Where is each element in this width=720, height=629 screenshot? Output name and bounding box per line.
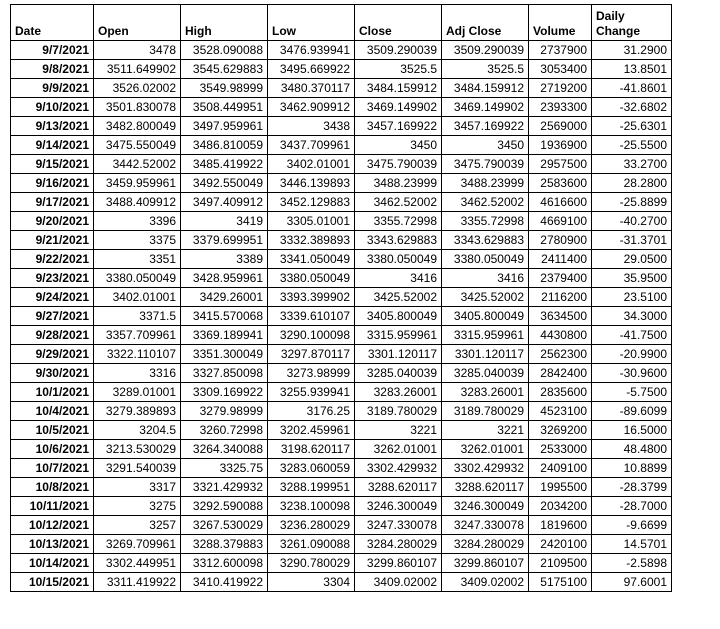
table-row bbox=[11, 364, 672, 383]
cell-date: 10/4/2021 bbox=[11, 402, 94, 421]
cell-adj-close: 3462.52002 bbox=[442, 193, 529, 212]
cell-adj-close: 3246.300049 bbox=[442, 497, 529, 516]
cell-high: 3429.26001 bbox=[181, 288, 268, 307]
cell-high: 3325.75 bbox=[181, 459, 268, 478]
cell-daily-change: 13.8501 bbox=[592, 60, 672, 79]
cell-open: 3511.649902 bbox=[94, 60, 181, 79]
cell-low: 3437.709961 bbox=[268, 136, 355, 155]
cell-date: 9/27/2021 bbox=[11, 307, 94, 326]
cell-date: 10/7/2021 bbox=[11, 459, 94, 478]
cell-date: 9/20/2021 bbox=[11, 212, 94, 231]
cell-adj-close: 3247.330078 bbox=[442, 516, 529, 535]
cell-date: 9/14/2021 bbox=[11, 136, 94, 155]
header-daily-change: Daily Change bbox=[592, 5, 672, 41]
cell-high: 3485.419922 bbox=[181, 155, 268, 174]
cell-date: 9/10/2021 bbox=[11, 98, 94, 117]
cell-low: 3332.389893 bbox=[268, 231, 355, 250]
cell-adj-close: 3283.26001 bbox=[442, 383, 529, 402]
cell-low: 3339.610107 bbox=[268, 307, 355, 326]
cell-volume: 1936900 bbox=[529, 136, 592, 155]
cell-close: 3246.300049 bbox=[355, 497, 442, 516]
header-adj-close: Adj Close bbox=[442, 5, 529, 41]
cell-volume: 2835600 bbox=[529, 383, 592, 402]
cell-daily-change: -31.3701 bbox=[592, 231, 672, 250]
cell-low: 3476.939941 bbox=[268, 41, 355, 60]
cell-close: 3262.01001 bbox=[355, 440, 442, 459]
cell-open: 3316 bbox=[94, 364, 181, 383]
cell-daily-change: -25.8899 bbox=[592, 193, 672, 212]
cell-volume: 2409100 bbox=[529, 459, 592, 478]
cell-adj-close: 3315.959961 bbox=[442, 326, 529, 345]
cell-open: 3279.389893 bbox=[94, 402, 181, 421]
cell-close: 3475.790039 bbox=[355, 155, 442, 174]
cell-daily-change: -89.6099 bbox=[592, 402, 672, 421]
cell-low: 3238.100098 bbox=[268, 497, 355, 516]
cell-close: 3525.5 bbox=[355, 60, 442, 79]
cell-high: 3351.300049 bbox=[181, 345, 268, 364]
cell-date: 9/15/2021 bbox=[11, 155, 94, 174]
cell-daily-change: 34.3000 bbox=[592, 307, 672, 326]
cell-open: 3526.02002 bbox=[94, 79, 181, 98]
table-row bbox=[11, 117, 672, 136]
table-row bbox=[11, 155, 672, 174]
cell-volume: 3634500 bbox=[529, 307, 592, 326]
cell-close: 3247.330078 bbox=[355, 516, 442, 535]
cell-date: 10/15/2021 bbox=[11, 573, 94, 592]
cell-close: 3189.780029 bbox=[355, 402, 442, 421]
cell-low: 3305.01001 bbox=[268, 212, 355, 231]
cell-daily-change: -32.6802 bbox=[592, 98, 672, 117]
cell-daily-change: -28.7000 bbox=[592, 497, 672, 516]
cell-volume: 2109500 bbox=[529, 554, 592, 573]
cell-date: 9/22/2021 bbox=[11, 250, 94, 269]
cell-open: 3475.550049 bbox=[94, 136, 181, 155]
cell-date: 9/24/2021 bbox=[11, 288, 94, 307]
cell-close: 3462.52002 bbox=[355, 193, 442, 212]
cell-volume: 4669100 bbox=[529, 212, 592, 231]
cell-daily-change: -30.9600 bbox=[592, 364, 672, 383]
cell-open: 3302.449951 bbox=[94, 554, 181, 573]
cell-volume: 3053400 bbox=[529, 60, 592, 79]
cell-close: 3283.26001 bbox=[355, 383, 442, 402]
cell-high: 3260.72998 bbox=[181, 421, 268, 440]
cell-high: 3288.379883 bbox=[181, 535, 268, 554]
header-volume: Volume bbox=[529, 5, 592, 41]
cell-low: 3380.050049 bbox=[268, 269, 355, 288]
table-row bbox=[11, 79, 672, 98]
table-row bbox=[11, 402, 672, 421]
cell-open: 3204.5 bbox=[94, 421, 181, 440]
table-row bbox=[11, 212, 672, 231]
cell-daily-change: 14.5701 bbox=[592, 535, 672, 554]
header-open: Open bbox=[94, 5, 181, 41]
table-row bbox=[11, 459, 672, 478]
cell-date: 10/5/2021 bbox=[11, 421, 94, 440]
cell-adj-close: 3301.120117 bbox=[442, 345, 529, 364]
cell-open: 3459.959961 bbox=[94, 174, 181, 193]
cell-adj-close: 3355.72998 bbox=[442, 212, 529, 231]
cell-open: 3357.709961 bbox=[94, 326, 181, 345]
cell-adj-close: 3509.290039 bbox=[442, 41, 529, 60]
cell-low: 3393.399902 bbox=[268, 288, 355, 307]
cell-low: 3236.280029 bbox=[268, 516, 355, 535]
cell-high: 3292.590088 bbox=[181, 497, 268, 516]
cell-low: 3341.050049 bbox=[268, 250, 355, 269]
stock-price-table bbox=[10, 4, 672, 592]
cell-close: 3380.050049 bbox=[355, 250, 442, 269]
header-date: Date bbox=[11, 5, 94, 41]
cell-high: 3309.169922 bbox=[181, 383, 268, 402]
cell-date: 9/13/2021 bbox=[11, 117, 94, 136]
cell-daily-change: -41.8601 bbox=[592, 79, 672, 98]
cell-close: 3450 bbox=[355, 136, 442, 155]
cell-open: 3289.01001 bbox=[94, 383, 181, 402]
table-row bbox=[11, 573, 672, 592]
cell-date: 10/1/2021 bbox=[11, 383, 94, 402]
cell-low: 3261.090088 bbox=[268, 535, 355, 554]
table-row bbox=[11, 41, 672, 60]
cell-low: 3288.199951 bbox=[268, 478, 355, 497]
cell-daily-change: -40.2700 bbox=[592, 212, 672, 231]
table-row bbox=[11, 326, 672, 345]
cell-daily-change: 29.0500 bbox=[592, 250, 672, 269]
cell-date: 10/14/2021 bbox=[11, 554, 94, 573]
cell-low: 3304 bbox=[268, 573, 355, 592]
cell-close: 3484.159912 bbox=[355, 79, 442, 98]
header-row bbox=[11, 5, 672, 41]
cell-date: 10/12/2021 bbox=[11, 516, 94, 535]
cell-open: 3380.050049 bbox=[94, 269, 181, 288]
cell-volume: 2957500 bbox=[529, 155, 592, 174]
cell-adj-close: 3457.169922 bbox=[442, 117, 529, 136]
cell-adj-close: 3525.5 bbox=[442, 60, 529, 79]
cell-high: 3497.959961 bbox=[181, 117, 268, 136]
cell-adj-close: 3262.01001 bbox=[442, 440, 529, 459]
cell-high: 3549.98999 bbox=[181, 79, 268, 98]
cell-low: 3452.129883 bbox=[268, 193, 355, 212]
table-row bbox=[11, 383, 672, 402]
cell-open: 3257 bbox=[94, 516, 181, 535]
cell-adj-close: 3288.620117 bbox=[442, 478, 529, 497]
table-row bbox=[11, 497, 672, 516]
cell-close: 3343.629883 bbox=[355, 231, 442, 250]
cell-open: 3213.530029 bbox=[94, 440, 181, 459]
cell-adj-close: 3405.800049 bbox=[442, 307, 529, 326]
cell-daily-change: 48.4800 bbox=[592, 440, 672, 459]
header-close: Close bbox=[355, 5, 442, 41]
cell-volume: 3269200 bbox=[529, 421, 592, 440]
cell-volume: 1995500 bbox=[529, 478, 592, 497]
cell-volume: 4430800 bbox=[529, 326, 592, 345]
cell-open: 3396 bbox=[94, 212, 181, 231]
cell-adj-close: 3416 bbox=[442, 269, 529, 288]
cell-volume: 5175100 bbox=[529, 573, 592, 592]
cell-adj-close: 3302.429932 bbox=[442, 459, 529, 478]
cell-open: 3371.5 bbox=[94, 307, 181, 326]
cell-volume: 2393300 bbox=[529, 98, 592, 117]
cell-low: 3297.870117 bbox=[268, 345, 355, 364]
cell-high: 3410.419922 bbox=[181, 573, 268, 592]
cell-high: 3379.699951 bbox=[181, 231, 268, 250]
cell-close: 3299.860107 bbox=[355, 554, 442, 573]
cell-high: 3389 bbox=[181, 250, 268, 269]
cell-volume: 2379400 bbox=[529, 269, 592, 288]
cell-close: 3301.120117 bbox=[355, 345, 442, 364]
cell-close: 3302.429932 bbox=[355, 459, 442, 478]
cell-date: 9/21/2021 bbox=[11, 231, 94, 250]
cell-adj-close: 3221 bbox=[442, 421, 529, 440]
table-row bbox=[11, 307, 672, 326]
cell-open: 3501.830078 bbox=[94, 98, 181, 117]
cell-volume: 2533000 bbox=[529, 440, 592, 459]
header-high: High bbox=[181, 5, 268, 41]
cell-high: 3312.600098 bbox=[181, 554, 268, 573]
cell-close: 3488.23999 bbox=[355, 174, 442, 193]
cell-daily-change: -2.5898 bbox=[592, 554, 672, 573]
cell-low: 3290.100098 bbox=[268, 326, 355, 345]
cell-date: 9/9/2021 bbox=[11, 79, 94, 98]
cell-date: 9/8/2021 bbox=[11, 60, 94, 79]
cell-close: 3469.149902 bbox=[355, 98, 442, 117]
cell-close: 3288.620117 bbox=[355, 478, 442, 497]
cell-low: 3480.370117 bbox=[268, 79, 355, 98]
cell-adj-close: 3469.149902 bbox=[442, 98, 529, 117]
cell-close: 3425.52002 bbox=[355, 288, 442, 307]
table-row bbox=[11, 478, 672, 497]
cell-date: 9/29/2021 bbox=[11, 345, 94, 364]
cell-date: 9/16/2021 bbox=[11, 174, 94, 193]
cell-open: 3375 bbox=[94, 231, 181, 250]
cell-daily-change: -25.6301 bbox=[592, 117, 672, 136]
table-row bbox=[11, 193, 672, 212]
cell-open: 3402.01001 bbox=[94, 288, 181, 307]
cell-volume: 2842400 bbox=[529, 364, 592, 383]
cell-adj-close: 3343.629883 bbox=[442, 231, 529, 250]
cell-volume: 2411400 bbox=[529, 250, 592, 269]
cell-close: 3405.800049 bbox=[355, 307, 442, 326]
table-row bbox=[11, 269, 672, 288]
cell-open: 3351 bbox=[94, 250, 181, 269]
cell-daily-change: -9.6699 bbox=[592, 516, 672, 535]
cell-date: 9/17/2021 bbox=[11, 193, 94, 212]
table-header bbox=[11, 5, 672, 41]
cell-close: 3315.959961 bbox=[355, 326, 442, 345]
table-row bbox=[11, 174, 672, 193]
cell-adj-close: 3284.280029 bbox=[442, 535, 529, 554]
cell-low: 3446.139893 bbox=[268, 174, 355, 193]
cell-adj-close: 3285.040039 bbox=[442, 364, 529, 383]
cell-volume: 4616600 bbox=[529, 193, 592, 212]
cell-date: 10/11/2021 bbox=[11, 497, 94, 516]
cell-date: 10/13/2021 bbox=[11, 535, 94, 554]
cell-close: 3409.02002 bbox=[355, 573, 442, 592]
table-row bbox=[11, 136, 672, 155]
cell-close: 3221 bbox=[355, 421, 442, 440]
cell-date: 9/28/2021 bbox=[11, 326, 94, 345]
cell-open: 3488.409912 bbox=[94, 193, 181, 212]
cell-high: 3264.340088 bbox=[181, 440, 268, 459]
table-row bbox=[11, 535, 672, 554]
cell-low: 3202.459961 bbox=[268, 421, 355, 440]
cell-daily-change: -5.7500 bbox=[592, 383, 672, 402]
cell-open: 3442.52002 bbox=[94, 155, 181, 174]
cell-high: 3279.98999 bbox=[181, 402, 268, 421]
cell-daily-change: 16.5000 bbox=[592, 421, 672, 440]
cell-high: 3545.629883 bbox=[181, 60, 268, 79]
table-row bbox=[11, 421, 672, 440]
cell-low: 3438 bbox=[268, 117, 355, 136]
cell-close: 3355.72998 bbox=[355, 212, 442, 231]
cell-daily-change: 35.9500 bbox=[592, 269, 672, 288]
cell-date: 9/7/2021 bbox=[11, 41, 94, 60]
cell-open: 3311.419922 bbox=[94, 573, 181, 592]
cell-adj-close: 3450 bbox=[442, 136, 529, 155]
spreadsheet bbox=[10, 4, 672, 592]
cell-daily-change: 10.8899 bbox=[592, 459, 672, 478]
cell-high: 3327.850098 bbox=[181, 364, 268, 383]
cell-high: 3419 bbox=[181, 212, 268, 231]
cell-high: 3497.409912 bbox=[181, 193, 268, 212]
cell-daily-change: -25.5500 bbox=[592, 136, 672, 155]
cell-high: 3492.550049 bbox=[181, 174, 268, 193]
cell-date: 10/6/2021 bbox=[11, 440, 94, 459]
cell-low: 3290.780029 bbox=[268, 554, 355, 573]
cell-open: 3322.110107 bbox=[94, 345, 181, 364]
table-row bbox=[11, 440, 672, 459]
cell-adj-close: 3425.52002 bbox=[442, 288, 529, 307]
cell-adj-close: 3189.780029 bbox=[442, 402, 529, 421]
cell-volume: 2737900 bbox=[529, 41, 592, 60]
cell-open: 3478 bbox=[94, 41, 181, 60]
cell-adj-close: 3299.860107 bbox=[442, 554, 529, 573]
cell-daily-change: 33.2700 bbox=[592, 155, 672, 174]
cell-date: 10/8/2021 bbox=[11, 478, 94, 497]
cell-high: 3321.429932 bbox=[181, 478, 268, 497]
cell-close: 3457.169922 bbox=[355, 117, 442, 136]
cell-daily-change: -20.9900 bbox=[592, 345, 672, 364]
cell-high: 3428.959961 bbox=[181, 269, 268, 288]
cell-volume: 2034200 bbox=[529, 497, 592, 516]
cell-adj-close: 3484.159912 bbox=[442, 79, 529, 98]
cell-daily-change: 97.6001 bbox=[592, 573, 672, 592]
cell-low: 3283.060059 bbox=[268, 459, 355, 478]
cell-high: 3415.570068 bbox=[181, 307, 268, 326]
cell-date: 9/23/2021 bbox=[11, 269, 94, 288]
table-body bbox=[11, 41, 672, 592]
cell-close: 3285.040039 bbox=[355, 364, 442, 383]
cell-volume: 2719200 bbox=[529, 79, 592, 98]
cell-daily-change: 28.2800 bbox=[592, 174, 672, 193]
cell-adj-close: 3380.050049 bbox=[442, 250, 529, 269]
cell-daily-change: 23.5100 bbox=[592, 288, 672, 307]
cell-high: 3267.530029 bbox=[181, 516, 268, 535]
table-row bbox=[11, 345, 672, 364]
cell-low: 3402.01001 bbox=[268, 155, 355, 174]
cell-daily-change: -28.3799 bbox=[592, 478, 672, 497]
cell-adj-close: 3488.23999 bbox=[442, 174, 529, 193]
cell-open: 3317 bbox=[94, 478, 181, 497]
cell-adj-close: 3475.790039 bbox=[442, 155, 529, 174]
cell-volume: 2780900 bbox=[529, 231, 592, 250]
table-row bbox=[11, 288, 672, 307]
cell-open: 3269.709961 bbox=[94, 535, 181, 554]
cell-open: 3482.800049 bbox=[94, 117, 181, 136]
table-row bbox=[11, 60, 672, 79]
cell-low: 3462.909912 bbox=[268, 98, 355, 117]
cell-daily-change: 31.2900 bbox=[592, 41, 672, 60]
cell-low: 3176.25 bbox=[268, 402, 355, 421]
table-row bbox=[11, 250, 672, 269]
cell-low: 3495.669922 bbox=[268, 60, 355, 79]
cell-volume: 2420100 bbox=[529, 535, 592, 554]
cell-low: 3255.939941 bbox=[268, 383, 355, 402]
cell-open: 3275 bbox=[94, 497, 181, 516]
header-low: Low bbox=[268, 5, 355, 41]
cell-high: 3528.090088 bbox=[181, 41, 268, 60]
table-row bbox=[11, 98, 672, 117]
cell-date: 9/30/2021 bbox=[11, 364, 94, 383]
cell-daily-change: -41.7500 bbox=[592, 326, 672, 345]
cell-volume: 2116200 bbox=[529, 288, 592, 307]
cell-adj-close: 3409.02002 bbox=[442, 573, 529, 592]
cell-high: 3508.449951 bbox=[181, 98, 268, 117]
cell-high: 3369.189941 bbox=[181, 326, 268, 345]
cell-open: 3291.540039 bbox=[94, 459, 181, 478]
cell-high: 3486.810059 bbox=[181, 136, 268, 155]
cell-volume: 1819600 bbox=[529, 516, 592, 535]
cell-low: 3198.620117 bbox=[268, 440, 355, 459]
cell-close: 3509.290039 bbox=[355, 41, 442, 60]
cell-volume: 2569000 bbox=[529, 117, 592, 136]
cell-volume: 2562300 bbox=[529, 345, 592, 364]
table-row bbox=[11, 516, 672, 535]
table-row bbox=[11, 554, 672, 573]
table-row bbox=[11, 231, 672, 250]
cell-volume: 4523100 bbox=[529, 402, 592, 421]
cell-low: 3273.98999 bbox=[268, 364, 355, 383]
cell-volume: 2583600 bbox=[529, 174, 592, 193]
cell-close: 3284.280029 bbox=[355, 535, 442, 554]
cell-close: 3416 bbox=[355, 269, 442, 288]
